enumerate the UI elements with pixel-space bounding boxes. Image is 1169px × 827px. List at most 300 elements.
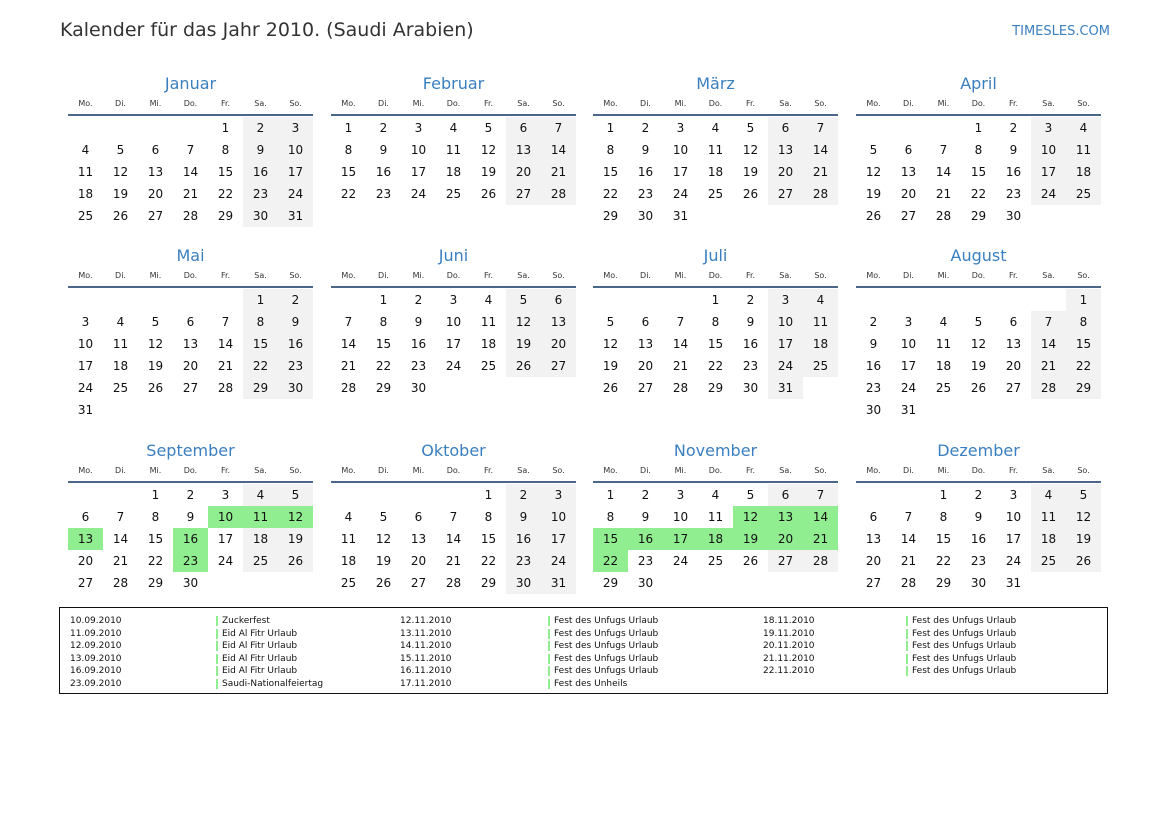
- holiday-name: Fest des Unfugs Urlaub: [548, 653, 658, 666]
- day-cell: 1: [151, 488, 160, 502]
- day-cell: 3: [449, 293, 458, 307]
- month-name: Februar: [422, 74, 485, 93]
- day-cell: 5: [379, 510, 388, 524]
- holiday-day-cell: 11: [243, 506, 278, 528]
- weekday-label: So.: [814, 271, 827, 280]
- month-7: [593, 244, 838, 399]
- holiday-date: 12.09.2010: [70, 641, 122, 651]
- month-name: Oktober: [421, 441, 486, 460]
- day-cell: 8: [606, 510, 615, 524]
- day-cell: 4: [484, 293, 493, 307]
- day-cell: 24: [672, 187, 689, 201]
- day-cell: 24: [445, 359, 462, 373]
- empty-day-cell: [331, 484, 366, 506]
- holiday-day-cell: 10: [208, 506, 243, 528]
- holiday-day-cell: 17: [663, 528, 698, 550]
- holiday-date: 16.11.2010: [400, 666, 452, 676]
- day-cell: 28: [541, 183, 576, 205]
- day-cell: 30: [182, 576, 199, 590]
- holiday-day-cell: 13: [68, 528, 103, 550]
- day-cell: 2: [506, 484, 541, 506]
- day-cell: 8: [243, 311, 278, 333]
- day-cell: 30: [637, 576, 654, 590]
- empty-day-cell: [926, 117, 961, 139]
- weekday-label: Di.: [378, 99, 389, 108]
- day-cell: 6: [151, 143, 160, 157]
- day-cell: 27: [637, 381, 654, 395]
- day-cell: 13: [768, 139, 803, 161]
- day-cell: 22: [375, 359, 392, 373]
- holiday-name: Fest des Unfugs Urlaub: [548, 615, 658, 628]
- day-cell: 16: [742, 337, 759, 351]
- day-cell: 25: [1031, 550, 1066, 572]
- day-cell: 29: [970, 209, 987, 223]
- day-cell: 12: [480, 143, 497, 157]
- day-cell: 8: [221, 143, 230, 157]
- day-cell: 23: [742, 359, 759, 373]
- empty-day-cell: [1066, 205, 1101, 227]
- weekday-label: Fr.: [220, 99, 231, 108]
- day-cell: 9: [869, 337, 878, 351]
- empty-day-cell: [996, 289, 1031, 311]
- day-grid: [68, 483, 313, 594]
- day-cell: 24: [541, 550, 576, 572]
- empty-day-cell: [1031, 289, 1066, 311]
- empty-day-cell: [506, 377, 541, 399]
- weekday-label: Fr.: [1008, 466, 1019, 475]
- day-cell: 20: [768, 161, 803, 183]
- weekday-header: [68, 465, 313, 477]
- holiday-name: Fest des Unfugs Urlaub: [906, 640, 1016, 653]
- day-cell: 21: [340, 359, 357, 373]
- day-cell: 25: [935, 381, 952, 395]
- day-cell: 19: [742, 165, 759, 179]
- weekday-label: So.: [289, 271, 302, 280]
- day-cell: 14: [182, 165, 199, 179]
- weekday-header: [331, 465, 576, 477]
- day-cell: 17: [445, 337, 462, 351]
- day-cell: 7: [904, 510, 913, 524]
- day-cell: 23: [1005, 187, 1022, 201]
- weekday-label: Do.: [446, 99, 461, 108]
- day-cell: 5: [746, 121, 755, 135]
- day-cell: 9: [641, 510, 650, 524]
- empty-day-cell: [401, 484, 436, 506]
- weekday-label: Do.: [183, 99, 198, 108]
- day-cell: 5: [746, 488, 755, 502]
- day-cell: 30: [970, 576, 987, 590]
- day-cell: 22: [147, 554, 164, 568]
- empty-day-cell: [436, 484, 471, 506]
- day-cell: 24: [900, 381, 917, 395]
- day-cell: 13: [410, 532, 427, 546]
- weekday-label: So.: [814, 466, 827, 475]
- holiday-day-cell: 14: [803, 506, 838, 528]
- day-cell: 24: [278, 183, 313, 205]
- weekday-label: Mo.: [341, 99, 356, 108]
- day-cell: 20: [637, 359, 654, 373]
- day-cell: 30: [506, 572, 541, 594]
- empty-day-cell: [138, 117, 173, 139]
- day-cell: 20: [147, 187, 164, 201]
- day-cell: 31: [768, 377, 803, 399]
- day-grid: [593, 483, 838, 594]
- day-cell: 28: [340, 381, 357, 395]
- holiday-date: 19.11.2010: [763, 628, 815, 639]
- weekday-header: [856, 270, 1101, 282]
- day-cell: 14: [935, 165, 952, 179]
- day-cell: 5: [1066, 484, 1101, 506]
- empty-day-cell: [856, 289, 891, 311]
- month-4: [856, 72, 1101, 227]
- day-cell: 26: [865, 209, 882, 223]
- weekday-header: [856, 98, 1101, 110]
- empty-day-cell: [1066, 399, 1101, 421]
- day-cell: 4: [939, 315, 948, 329]
- day-cell: 19: [147, 359, 164, 373]
- day-cell: 1: [1066, 289, 1101, 311]
- day-cell: 12: [112, 165, 129, 179]
- weekday-label: Mo.: [603, 271, 618, 280]
- weekday-label: Mi.: [412, 99, 425, 108]
- day-grid: [331, 483, 576, 594]
- day-cell: 9: [641, 143, 650, 157]
- day-cell: 4: [81, 143, 90, 157]
- day-cell: 13: [506, 139, 541, 161]
- day-cell: 9: [414, 315, 423, 329]
- weekday-label: So.: [1077, 466, 1090, 475]
- day-cell: 27: [768, 550, 803, 572]
- day-cell: 8: [379, 315, 388, 329]
- day-cell: 4: [449, 121, 458, 135]
- weekday-label: Sa.: [779, 466, 792, 475]
- holiday-name: Fest des Unfugs Urlaub: [906, 628, 1016, 641]
- holiday-day-cell: 19: [733, 528, 768, 550]
- day-cell: 4: [243, 484, 278, 506]
- day-cell: 18: [935, 359, 952, 373]
- empty-day-cell: [243, 399, 278, 421]
- day-cell: 12: [970, 337, 987, 351]
- day-cell: 10: [541, 506, 576, 528]
- day-cell: 26: [375, 576, 392, 590]
- holiday-date: 12.11.2010: [400, 616, 452, 626]
- holiday-date: 23.09.2010: [70, 678, 122, 689]
- day-cell: 30: [637, 209, 654, 223]
- holiday-name: Fest des Unfugs Urlaub: [548, 640, 658, 653]
- day-cell: 16: [637, 165, 654, 179]
- day-cell: 19: [480, 165, 497, 179]
- day-cell: 23: [506, 550, 541, 572]
- weekday-label: So.: [814, 99, 827, 108]
- day-cell: 5: [484, 121, 493, 135]
- day-cell: 21: [182, 187, 199, 201]
- day-cell: 20: [541, 333, 576, 355]
- empty-day-cell: [68, 484, 103, 506]
- day-cell: 15: [375, 337, 392, 351]
- day-cell: 5: [869, 143, 878, 157]
- day-cell: 1: [221, 121, 230, 135]
- day-cell: 4: [711, 121, 720, 135]
- weekday-label: Mi.: [149, 466, 162, 475]
- empty-day-cell: [471, 377, 506, 399]
- day-cell: 22: [1066, 355, 1101, 377]
- day-cell: 19: [602, 359, 619, 373]
- day-cell: 14: [217, 337, 234, 351]
- day-cell: 24: [410, 187, 427, 201]
- weekday-label: Fr.: [745, 466, 756, 475]
- weekday-label: Di.: [640, 466, 651, 475]
- empty-day-cell: [628, 289, 663, 311]
- day-cell: 3: [541, 484, 576, 506]
- day-cell: 9: [243, 139, 278, 161]
- weekday-label: Di.: [115, 466, 126, 475]
- day-cell: 24: [1031, 183, 1066, 205]
- weekday-label: Mi.: [674, 466, 687, 475]
- day-cell: 20: [1005, 359, 1022, 373]
- day-cell: 17: [217, 532, 234, 546]
- day-cell: 3: [1009, 488, 1018, 502]
- day-cell: 3: [81, 315, 90, 329]
- weekday-label: Mo.: [78, 466, 93, 475]
- holiday-name: Eid Al Fitr Urlaub: [216, 665, 297, 678]
- weekday-label: Sa.: [517, 271, 530, 280]
- day-cell: 4: [803, 289, 838, 311]
- day-cell: 15: [707, 337, 724, 351]
- weekday-label: Di.: [903, 99, 914, 108]
- day-cell: 11: [445, 143, 462, 157]
- weekday-label: Mi.: [674, 271, 687, 280]
- empty-day-cell: [996, 399, 1031, 421]
- day-cell: 3: [768, 289, 803, 311]
- day-cell: 25: [445, 187, 462, 201]
- weekday-label: Di.: [903, 466, 914, 475]
- day-cell: 10: [672, 143, 689, 157]
- day-grid: [331, 288, 576, 399]
- empty-day-cell: [663, 572, 698, 594]
- day-cell: 29: [375, 381, 392, 395]
- day-cell: 10: [900, 337, 917, 351]
- day-cell: 13: [865, 532, 882, 546]
- day-cell: 2: [641, 488, 650, 502]
- day-cell: 15: [1066, 333, 1101, 355]
- day-cell: 10: [410, 143, 427, 157]
- day-cell: 18: [340, 554, 357, 568]
- holiday-day-cell: 18: [698, 528, 733, 550]
- day-cell: 30: [742, 381, 759, 395]
- holiday-date: 10.09.2010: [70, 616, 122, 626]
- day-cell: 23: [410, 359, 427, 373]
- weekday-label: Sa.: [779, 271, 792, 280]
- empty-day-cell: [278, 572, 313, 594]
- day-cell: 17: [410, 165, 427, 179]
- day-cell: 11: [1066, 139, 1101, 161]
- month-name: September: [146, 441, 235, 460]
- day-cell: 1: [974, 121, 983, 135]
- weekday-label: Sa.: [779, 99, 792, 108]
- holiday-day-cell: 22: [593, 550, 628, 572]
- weekday-label: Mi.: [149, 271, 162, 280]
- day-cell: 14: [112, 532, 129, 546]
- holiday-name: Fest des Unfugs Urlaub: [906, 615, 1016, 628]
- day-cell: 16: [375, 165, 392, 179]
- weekday-label: Mo.: [341, 466, 356, 475]
- day-cell: 3: [676, 488, 685, 502]
- empty-day-cell: [733, 205, 768, 227]
- empty-day-cell: [138, 289, 173, 311]
- day-cell: 6: [869, 510, 878, 524]
- day-cell: 4: [711, 488, 720, 502]
- empty-day-cell: [891, 117, 926, 139]
- day-grid: [331, 116, 576, 205]
- day-cell: 11: [935, 337, 952, 351]
- day-cell: 9: [974, 510, 983, 524]
- day-cell: 29: [1066, 377, 1101, 399]
- day-cell: 5: [151, 315, 160, 329]
- holiday-date: 21.11.2010: [763, 653, 815, 664]
- day-cell: 21: [1031, 355, 1066, 377]
- day-cell: 15: [147, 532, 164, 546]
- day-cell: 24: [672, 554, 689, 568]
- day-cell: 5: [278, 484, 313, 506]
- empty-day-cell: [803, 377, 838, 399]
- day-grid: [856, 116, 1101, 227]
- day-cell: 17: [541, 528, 576, 550]
- day-cell: 23: [865, 381, 882, 395]
- day-cell: 12: [602, 337, 619, 351]
- day-cell: 28: [672, 381, 689, 395]
- day-cell: 7: [116, 510, 125, 524]
- day-cell: 18: [445, 165, 462, 179]
- day-cell: 11: [1031, 506, 1066, 528]
- day-cell: 14: [1031, 333, 1066, 355]
- day-cell: 6: [186, 315, 195, 329]
- day-cell: 17: [768, 333, 803, 355]
- weekday-label: Mi.: [937, 271, 950, 280]
- weekday-label: Fr.: [1008, 271, 1019, 280]
- day-cell: 11: [707, 510, 724, 524]
- day-cell: 13: [637, 337, 654, 351]
- day-cell: 12: [506, 311, 541, 333]
- empty-day-cell: [68, 117, 103, 139]
- empty-day-cell: [961, 289, 996, 311]
- day-cell: 30: [865, 403, 882, 417]
- day-cell: 8: [1066, 311, 1101, 333]
- month-10: [331, 439, 576, 594]
- day-cell: 28: [935, 209, 952, 223]
- weekday-label: Fr.: [483, 99, 494, 108]
- weekday-label: Fr.: [220, 271, 231, 280]
- day-cell: 18: [112, 359, 129, 373]
- day-cell: 31: [1005, 576, 1022, 590]
- weekday-label: So.: [289, 466, 302, 475]
- brand-link[interactable]: TIMESLES.COM: [1012, 24, 1110, 39]
- weekday-label: Do.: [183, 466, 198, 475]
- day-cell: 1: [379, 293, 388, 307]
- weekday-header: [856, 465, 1101, 477]
- day-cell: 25: [112, 381, 129, 395]
- weekday-label: Do.: [446, 466, 461, 475]
- empty-day-cell: [698, 205, 733, 227]
- empty-day-cell: [891, 484, 926, 506]
- day-cell: 27: [506, 183, 541, 205]
- day-cell: 2: [869, 315, 878, 329]
- day-cell: 30: [410, 381, 427, 395]
- holiday-date: 13.11.2010: [400, 628, 452, 639]
- empty-day-cell: [856, 117, 891, 139]
- holiday-name: Eid Al Fitr Urlaub: [216, 653, 297, 666]
- day-cell: 10: [1005, 510, 1022, 524]
- day-cell: 4: [344, 510, 353, 524]
- day-cell: 9: [379, 143, 388, 157]
- holiday-name: Eid Al Fitr Urlaub: [216, 640, 297, 653]
- day-cell: 30: [243, 205, 278, 227]
- weekday-label: Di.: [115, 99, 126, 108]
- day-cell: 15: [243, 333, 278, 355]
- empty-day-cell: [733, 572, 768, 594]
- day-cell: 29: [602, 209, 619, 223]
- day-cell: 15: [217, 165, 234, 179]
- day-cell: 13: [182, 337, 199, 351]
- day-cell: 27: [182, 381, 199, 395]
- day-cell: 12: [147, 337, 164, 351]
- day-cell: 22: [602, 187, 619, 201]
- day-cell: 2: [278, 289, 313, 311]
- day-cell: 7: [186, 143, 195, 157]
- weekday-label: Do.: [971, 466, 986, 475]
- day-cell: 28: [217, 381, 234, 395]
- empty-day-cell: [243, 572, 278, 594]
- holiday-date: 20.11.2010: [763, 641, 815, 651]
- day-cell: 11: [707, 143, 724, 157]
- day-cell: 2: [243, 117, 278, 139]
- day-cell: 6: [768, 117, 803, 139]
- day-grid: [593, 116, 838, 227]
- day-cell: 22: [935, 554, 952, 568]
- day-cell: 16: [278, 333, 313, 355]
- month-name: Dezember: [937, 441, 1020, 460]
- empty-day-cell: [768, 205, 803, 227]
- day-cell: 17: [1005, 532, 1022, 546]
- day-cell: 7: [803, 484, 838, 506]
- day-cell: 20: [900, 187, 917, 201]
- holiday-day-cell: 15: [593, 528, 628, 550]
- empty-day-cell: [663, 289, 698, 311]
- day-cell: 7: [344, 315, 353, 329]
- day-cell: 11: [480, 315, 497, 329]
- empty-day-cell: [856, 484, 891, 506]
- day-cell: 29: [147, 576, 164, 590]
- month-name: November: [673, 441, 758, 460]
- month-9: [68, 439, 313, 594]
- holiday-day-cell: 12: [278, 506, 313, 528]
- day-cell: 8: [974, 143, 983, 157]
- day-cell: 25: [1066, 183, 1101, 205]
- empty-day-cell: [366, 484, 401, 506]
- weekday-label: Sa.: [517, 466, 530, 475]
- page-title: Kalender für das Jahr 2010. (Saudi Arabien): [60, 19, 474, 41]
- day-cell: 23: [375, 187, 392, 201]
- day-cell: 14: [541, 139, 576, 161]
- day-cell: 6: [904, 143, 913, 157]
- empty-day-cell: [208, 572, 243, 594]
- day-cell: 18: [1066, 161, 1101, 183]
- month-name: Januar: [164, 74, 217, 93]
- day-cell: 16: [506, 528, 541, 550]
- day-cell: 21: [803, 161, 838, 183]
- day-cell: 25: [803, 355, 838, 377]
- holiday-list: [59, 607, 1108, 694]
- day-cell: 26: [970, 381, 987, 395]
